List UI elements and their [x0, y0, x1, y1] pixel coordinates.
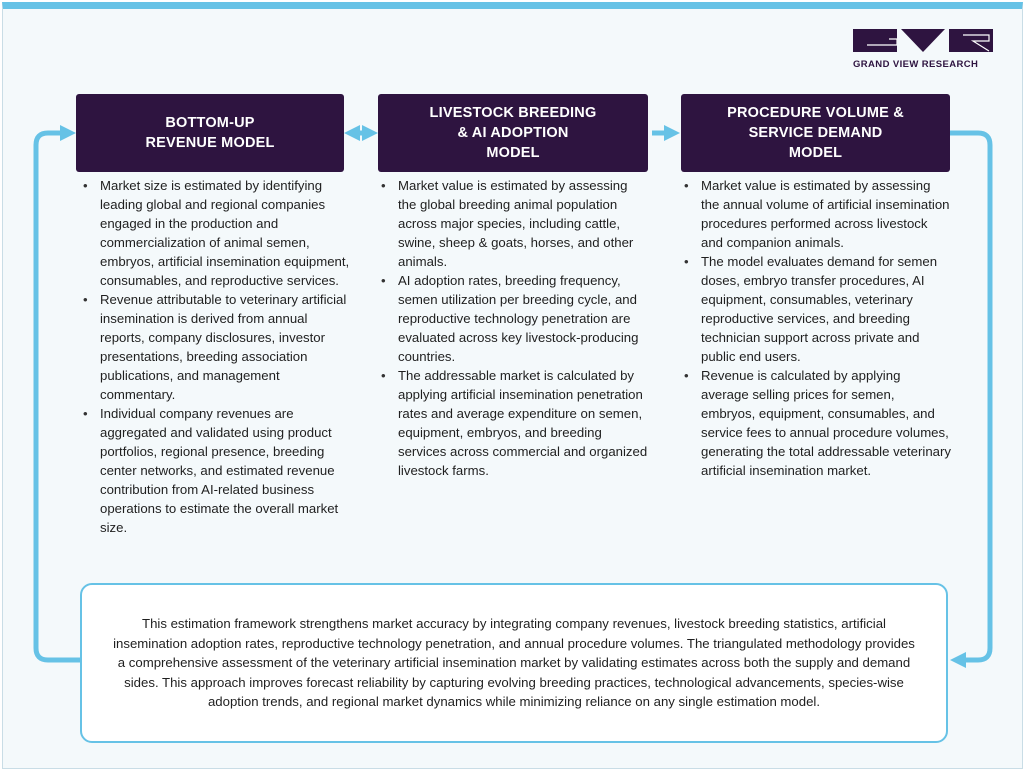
bullet-item: • The model evaluates demand for semen doses, embryo transfer procedures, AI equipment, consumables, veterinary reproductive services, and breeding technician support across private and public end users.	[681, 252, 951, 366]
bullet-item: • Revenue attributable to veterinary artificial insemination is derived from annual reports, company disclosures, investor presentations, breeding association publications, and management commentary.	[80, 290, 350, 404]
livestock-model-bullets	[378, 176, 648, 480]
bottom-up-model-bullets	[80, 176, 350, 537]
logo-mark-r	[949, 29, 993, 52]
header-line: LIVESTOCK BREEDING	[429, 105, 597, 121]
procedure-volume-model-header	[681, 94, 950, 172]
procedure-model-bullets	[681, 176, 951, 480]
header-line: SERVICE DEMAND	[748, 125, 883, 141]
logo-mark-v	[901, 29, 945, 52]
summary-box	[80, 583, 948, 743]
bottom-up-revenue-model-header	[76, 94, 344, 172]
header-line: MODEL	[788, 145, 843, 161]
header-line: & AI ADOPTION	[457, 125, 569, 141]
header-line: REVENUE MODEL	[145, 135, 275, 151]
header-line: MODEL	[486, 145, 540, 161]
bullet-item: • The addressable market is calculated by applying artificial insemination penetration rates and average expenditure on semen, equipment, embryos, and breeding services across commercial and organized livestock farms.	[378, 366, 648, 480]
logo-text: GRAND VIEW RESEARCH	[853, 59, 979, 70]
bullet-item: • Market value is estimated by assessing the global breeding animal population across major species, including cattle, swine, sheep & goats, horses, and other animals.	[378, 176, 648, 271]
bullet-item: • Individual company revenues are aggregated and validated using product portfolios, regional presence, breeding center networks, and estimated revenue contribution from AI-related business operations to estimate the overall market size.	[80, 404, 350, 537]
header-line: PROCEDURE VOLUME &	[727, 105, 904, 121]
bullet-item: • Market size is estimated by identifying leading global and regional companies engaged in the production and commercialization of animal semen, embryos, artificial insemination equipment, consumables, and reproductive services.	[80, 176, 350, 290]
summary-text: This estimation framework strengthens market accuracy by integrating company revenues, livestock breeding statistics, artificial insemination adoption rates, reproductive technology penetration, and annual procedure volumes. The triangulated methodology provides a comprehensive assessment of the veterinary artificial insemination market by validating estimates across both the supply and demand sides. This approach improves forecast reliability by capturing evolving breeding practices, technological advancements, species-wise adoption trends, and regional market dynamics while minimizing reliance on any single estimation model.	[113, 616, 915, 710]
header-line: BOTTOM-UP	[165, 115, 255, 131]
bullet-item: • Market value is estimated by assessing the annual volume of artificial insemination procedures performed across livestock and companion animals.	[681, 176, 951, 252]
livestock-breeding-model-header	[378, 94, 648, 172]
grand-view-research-logo	[853, 29, 995, 70]
bullet-item: • Revenue is calculated by applying average selling prices for semen, embryos, equipment, consumables, and service fees to annual procedure volumes, generating the total addressable veterinary artificial insemination market.	[681, 366, 951, 480]
bullet-item: • AI adoption rates, breeding frequency, semen utilization per breeding cycle, and reproductive technology penetration are evaluated across key livestock-producing countries.	[378, 271, 648, 366]
logo-mark-g	[853, 29, 897, 52]
